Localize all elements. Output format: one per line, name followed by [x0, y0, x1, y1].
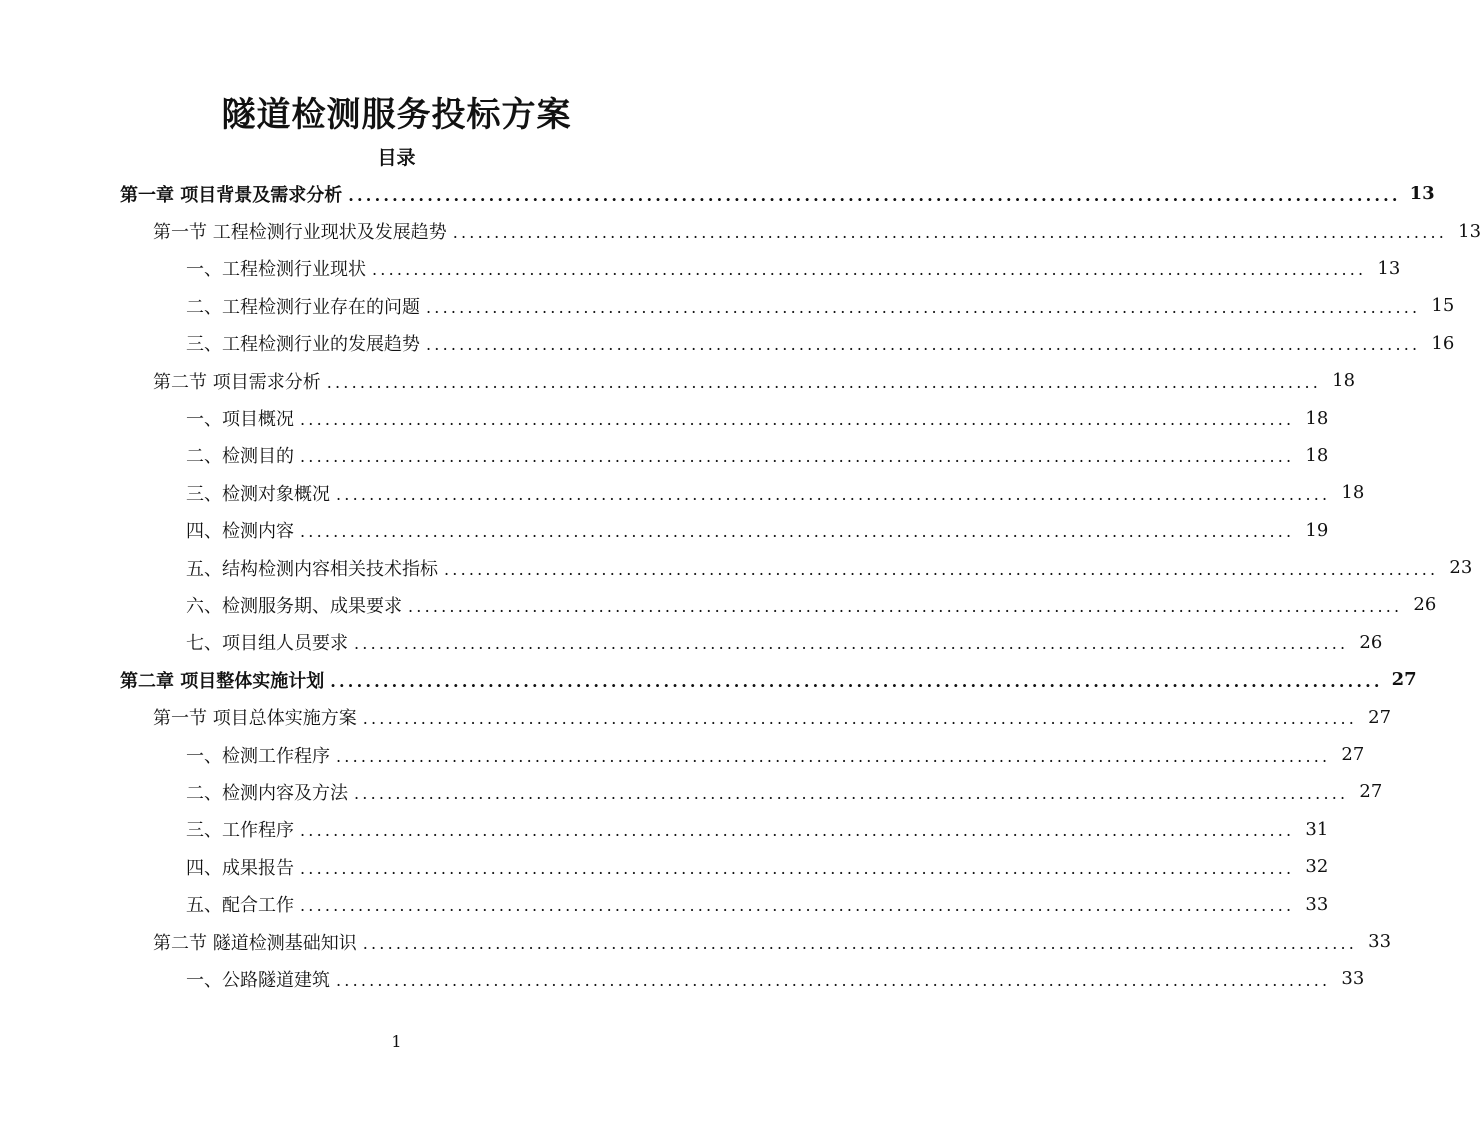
toc-leader-dots: ........................................................................................................................ — [362, 709, 1358, 729]
toc-leader-dots: ........................................................................................................................ — [300, 522, 1295, 542]
toc-entry[interactable] — [0, 250, 1401, 287]
toc-entry-label: 三、检测对象概况 — [186, 483, 330, 505]
toc-leader-dots: ........................................................................................................................ — [330, 671, 1383, 691]
toc-entry[interactable] — [0, 287, 1455, 324]
toc-entry[interactable] — [0, 698, 1392, 735]
toc-entry-label: 七、项目组人员要求 — [186, 633, 348, 655]
toc-entry[interactable] — [0, 474, 1365, 511]
toc-leader-dots: ........................................................................................................................ — [354, 783, 1349, 803]
toc-entry[interactable] — [0, 175, 1435, 212]
toc-entry-label: 四、检测内容 — [186, 521, 294, 543]
toc-entry-page: 19 — [1305, 519, 1329, 541]
toc-leader-dots: ........................................................................................................................ — [300, 447, 1295, 467]
toc-entry-page: 18 — [1305, 444, 1329, 466]
toc-entry[interactable] — [0, 624, 1383, 661]
toc-entry-label: 五、结构检测内容相关技术指标 — [186, 558, 438, 580]
toc-leader-dots: ........................................................................................................................ — [372, 260, 1367, 280]
toc-leader-dots: ........................................................................................................................ — [348, 185, 1401, 205]
toc-entry[interactable] — [0, 885, 1329, 922]
toc-entry-label: 二、检测内容及方法 — [186, 782, 348, 804]
toc-entry-page: 26 — [1359, 631, 1383, 653]
toc-entry-label: 四、成果报告 — [186, 857, 294, 879]
toc-entry-page: 31 — [1305, 818, 1329, 840]
toc-entry-page: 27 — [1341, 744, 1365, 766]
toc-entry-page: 27 — [1359, 781, 1383, 803]
toc-entry-label: 一、公路隧道建筑 — [186, 969, 330, 991]
toc-entry-label: 第一节 工程检测行业现状及发展趋势 — [153, 222, 447, 244]
toc-entry-page: 27 — [1391, 669, 1417, 691]
toc-leader-dots: ........................................................................................................................ — [300, 858, 1295, 878]
toc-heading: 目录 — [377, 147, 416, 169]
toc-entry-label: 二、工程检测行业存在的问题 — [186, 296, 420, 318]
toc-entry[interactable] — [0, 212, 1481, 249]
page-number: 1 — [391, 1032, 402, 1051]
toc-entry-page: 33 — [1368, 931, 1392, 952]
toc-entry-label: 第一章 项目背景及需求分析 — [120, 184, 343, 206]
toc-entry[interactable] — [0, 811, 1329, 848]
toc-entry-page: 32 — [1305, 856, 1329, 878]
toc-entry-page: 13 — [1458, 220, 1481, 242]
toc-entry-label: 五、配合工作 — [186, 895, 294, 917]
toc-entry-page: 23 — [1449, 557, 1473, 579]
toc-entry-page: 33 — [1341, 968, 1365, 990]
toc-leader-dots: ........................................................................................................................ — [300, 410, 1295, 430]
toc-entry-page: 13 — [1409, 183, 1435, 205]
toc-entry-label: 三、工作程序 — [186, 820, 294, 842]
toc-entry-page: 18 — [1332, 370, 1356, 392]
toc-entry-page: 18 — [1341, 482, 1365, 504]
toc-entry-page: 18 — [1305, 407, 1329, 429]
toc-leader-dots: ........................................................................................................................ — [336, 746, 1331, 766]
toc-entry-page: 26 — [1413, 594, 1437, 616]
table-of-contents — [0, 175, 1481, 998]
toc-entry-label: 第二章 项目整体实施计划 — [120, 670, 325, 692]
toc-entry[interactable] — [0, 586, 1437, 623]
toc-entry[interactable] — [0, 960, 1365, 997]
toc-entry[interactable] — [0, 773, 1383, 810]
toc-entry-page: 15 — [1431, 295, 1455, 317]
toc-entry-label: 一、工程检测行业现状 — [186, 259, 366, 281]
toc-leader-dots: ........................................................................................................................ — [336, 484, 1331, 504]
toc-entry-page: 27 — [1368, 706, 1392, 728]
toc-entry[interactable] — [0, 399, 1329, 436]
toc-entry-page: 16 — [1431, 332, 1455, 354]
toc-leader-dots: ........................................................................................................................ — [426, 335, 1421, 355]
toc-leader-dots: ........................................................................................................................ — [452, 223, 1448, 243]
toc-entry[interactable] — [0, 549, 1473, 586]
toc-leader-dots: ........................................................................................................................ — [336, 970, 1331, 990]
toc-entry[interactable] — [0, 437, 1329, 474]
toc-entry[interactable] — [0, 923, 1392, 960]
toc-entry-label: 第一节 项目总体实施方案 — [153, 708, 357, 730]
document-title: 隧道检测服务投标方案 — [221, 95, 572, 135]
toc-entry[interactable] — [0, 848, 1329, 885]
toc-leader-dots: ........................................................................................................................ — [354, 634, 1349, 654]
toc-entry-label: 一、项目概况 — [186, 409, 294, 431]
toc-leader-dots: ........................................................................................................................ — [408, 596, 1403, 616]
toc-leader-dots: ........................................................................................................................ — [300, 821, 1295, 841]
toc-entry-page: 33 — [1305, 893, 1329, 915]
toc-leader-dots: ........................................................................................................................ — [300, 896, 1295, 916]
toc-entry[interactable] — [0, 661, 1417, 698]
toc-leader-dots: ........................................................................................................................ — [426, 297, 1421, 317]
toc-entry-label: 三、工程检测行业的发展趋势 — [186, 334, 420, 356]
toc-entry[interactable] — [0, 325, 1455, 362]
toc-leader-dots: ........................................................................................................................ — [362, 933, 1358, 953]
toc-entry[interactable] — [0, 512, 1329, 549]
toc-entry[interactable] — [0, 362, 1356, 399]
toc-leader-dots: ........................................................................................................................ — [326, 372, 1322, 392]
toc-entry[interactable] — [0, 736, 1365, 773]
toc-entry-label: 一、检测工作程序 — [186, 745, 330, 767]
toc-entry-label: 二、检测目的 — [186, 446, 294, 468]
toc-entry-label: 第二节 隧道检测基础知识 — [153, 932, 357, 954]
toc-entry-page: 13 — [1377, 257, 1401, 279]
toc-entry-label: 六、检测服务期、成果要求 — [186, 595, 402, 617]
toc-entry-label: 第二节 项目需求分析 — [153, 371, 321, 393]
toc-leader-dots: ........................................................................................................................ — [444, 559, 1439, 579]
